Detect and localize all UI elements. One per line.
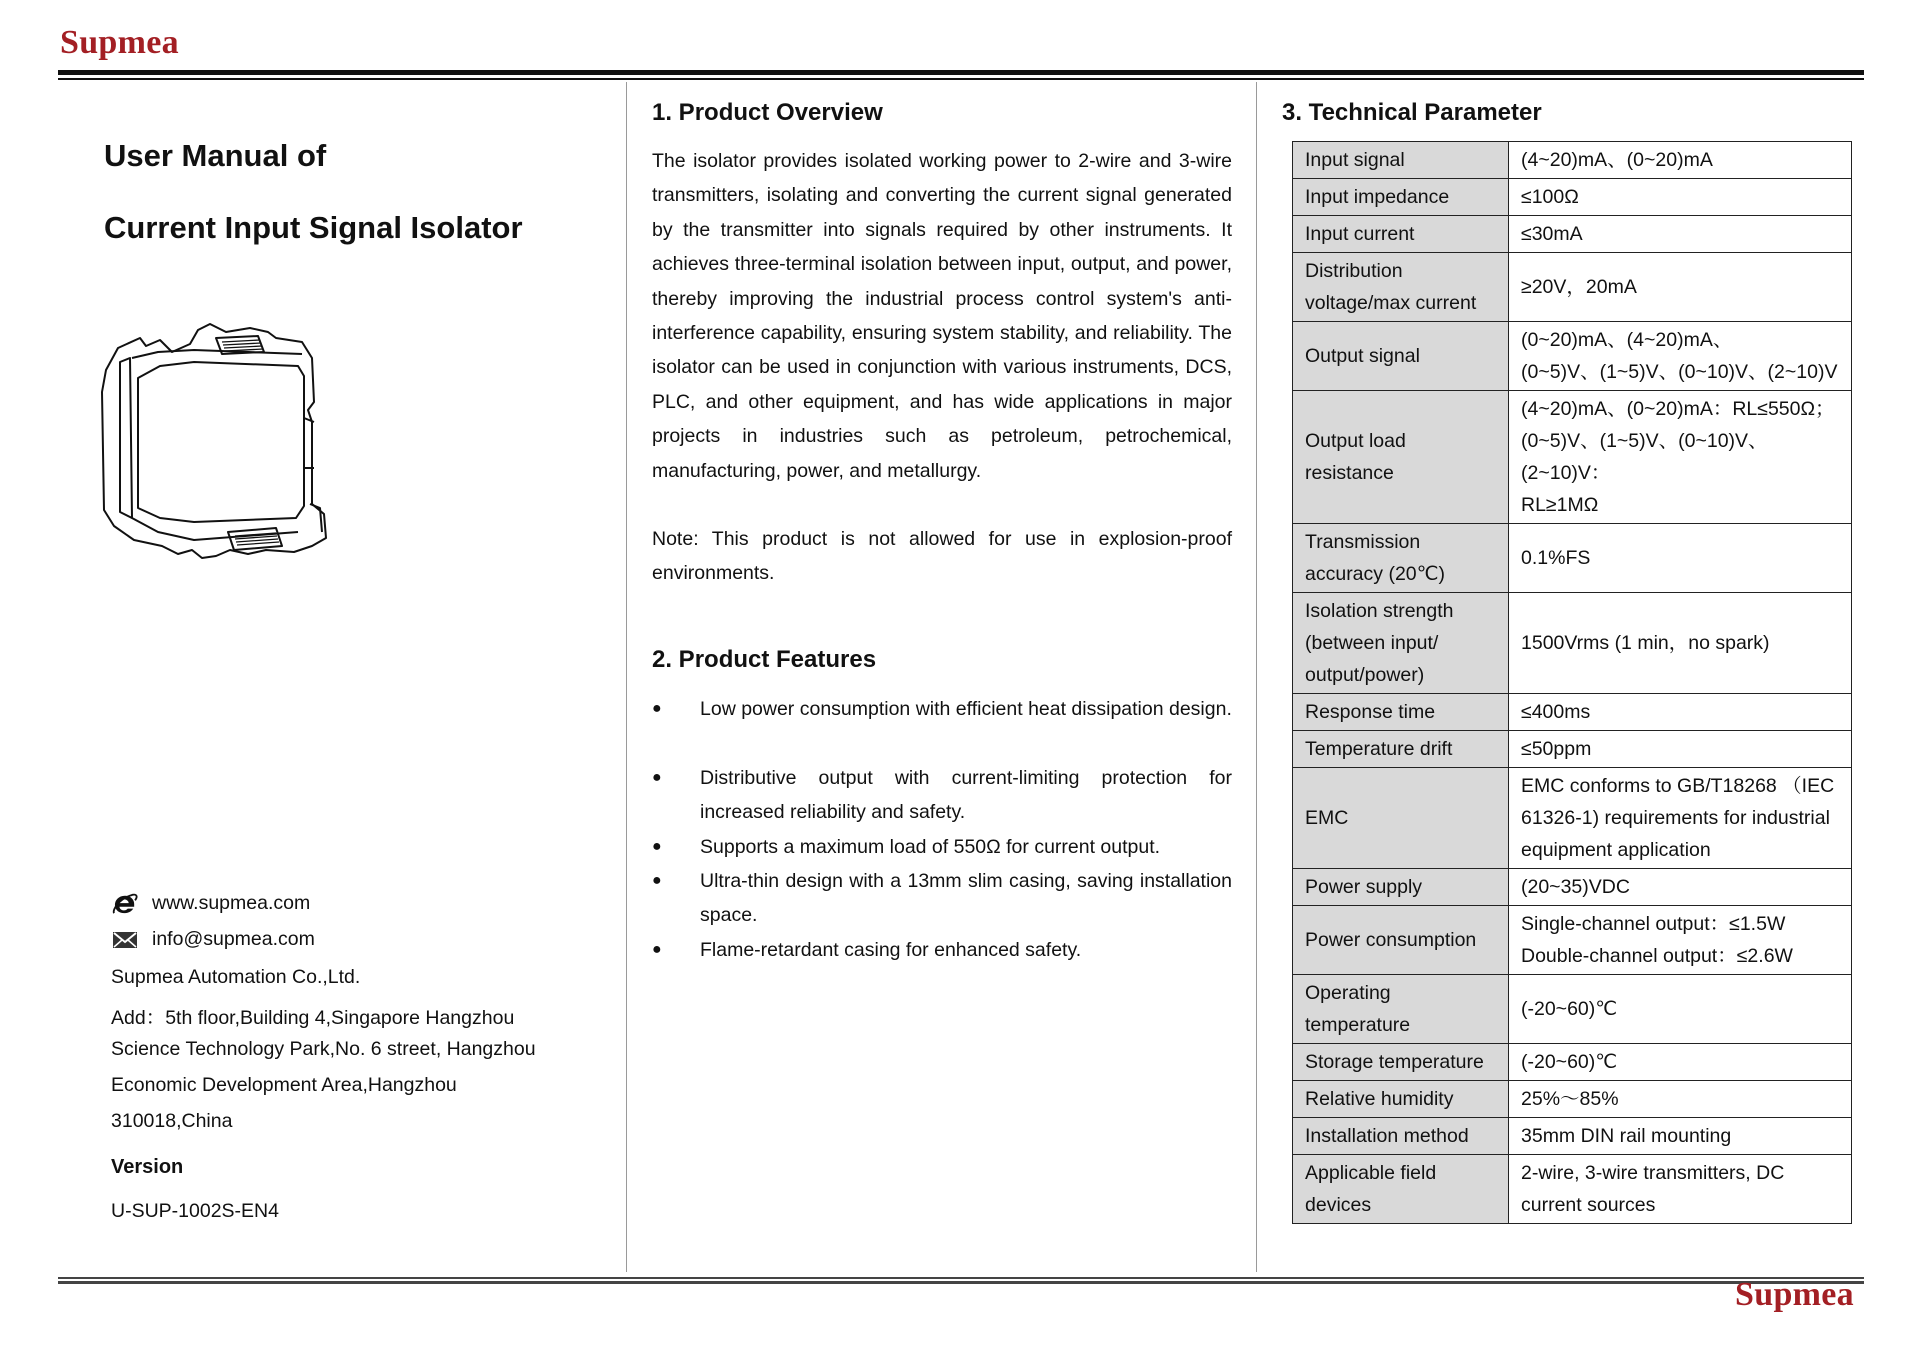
bullet-icon: ● [652, 769, 662, 786]
table-row [1293, 322, 1852, 391]
param-value: 2-wire, 3-wire transmitters, DC current sources [1509, 1155, 1852, 1224]
section-heading-features: 2. Product Features [652, 646, 877, 673]
param-value-line: Double-channel output：≤2.6W [1521, 945, 1793, 967]
table-row [1293, 906, 1852, 975]
param-key: Transmission accuracy (20℃) [1293, 524, 1509, 593]
table-row [1293, 142, 1852, 179]
param-value: ≤400ms [1509, 694, 1852, 731]
column-divider-right [1256, 82, 1257, 1272]
address-line-2: Science Technology Park,No. 6 street, Hangzhou [111, 1038, 536, 1060]
param-key: Installation method [1293, 1118, 1509, 1155]
overview-paragraph: The isolator provides isolated working power to 2-wire and 3-wire transmitters, isolating and converting the current signal generated by the transmitter into signals required by other instruments. It achieves three-terminal isolation between input, output, and power, thereby improving the industrial process control system's anti-interference capability, ensuring system stability, and reliability. The isolator can be used in conjunction with various instruments, DCS, PLC, and other equipment, and has wide applications in major projects in industries such as petroleum, petrochemical, manufacturing, power, and metallurgy. [652, 150, 1232, 482]
technical-parameter-table [1292, 141, 1852, 1224]
company-name: Supmea Automation Co.,Ltd. [111, 966, 361, 988]
param-value-line: (4~20)mA、(0~20)mA：RL≤550Ω； [1521, 398, 1835, 420]
param-value: (-20~60)℃ [1509, 1044, 1852, 1081]
param-value: (-20~60)℃ [1509, 975, 1852, 1044]
param-key: EMC [1293, 768, 1509, 869]
email-row [111, 928, 315, 951]
param-key: Distribution voltage/max current [1293, 253, 1509, 322]
feature-text: Distributive output with current-limiting protection for increased reliability and safety. [700, 767, 1232, 824]
param-value: ≤50ppm [1509, 731, 1852, 768]
param-value [1509, 322, 1852, 391]
website-link[interactable]: www.supmea.com [152, 892, 311, 914]
feature-text: Ultra-thin design with a 13mm slim casing, saving installation space. [700, 870, 1232, 927]
param-key: Input current [1293, 216, 1509, 253]
table-row [1293, 1155, 1852, 1224]
email-link[interactable]: info@supmea.com [152, 928, 315, 950]
param-value [1509, 391, 1852, 524]
param-value: 1500Vrms (1 min，no spark) [1509, 593, 1852, 694]
param-value: EMC conforms to GB/T18268 （IEC 61326-1) requirements for industrial equipment application [1509, 768, 1852, 869]
overview-note: Note: This product is not allowed for use in explosion-proof environments. [652, 528, 1232, 585]
table-row [1293, 1081, 1852, 1118]
isolator-device-illustration [98, 318, 346, 580]
table-row [1293, 391, 1852, 524]
param-key: Power consumption [1293, 906, 1509, 975]
param-key: Output signal [1293, 322, 1509, 391]
bullet-icon: ● [652, 700, 662, 717]
param-key: Isolation strength (between input/ output/power) [1293, 593, 1509, 694]
param-key: Applicable field devices [1293, 1155, 1509, 1224]
param-value-line: (0~5)V、(1~5)V、(0~10)V、(2~10)V： [1521, 430, 1768, 484]
ie-logo-icon [111, 893, 139, 915]
table-row [1293, 975, 1852, 1044]
param-value: ≥20V，20mA [1509, 253, 1852, 322]
feature-text: Flame-retardant casing for enhanced safety. [700, 939, 1082, 961]
table-row [1293, 593, 1852, 694]
address-line-3: Economic Development Area,Hangzhou [111, 1074, 457, 1096]
table-row [1293, 179, 1852, 216]
table-row [1293, 731, 1852, 768]
bullet-icon: ● [652, 838, 662, 855]
table-row [1293, 1044, 1852, 1081]
header-rule-thick [58, 70, 1864, 75]
section-heading-technical: 3. Technical Parameter [1282, 99, 1542, 126]
footer-rule-thin [58, 1277, 1864, 1279]
feature-text: Supports a maximum load of 550Ω for current output. [700, 836, 1161, 858]
table-row [1293, 869, 1852, 906]
feature-text: Low power consumption with efficient heat dissipation design. [700, 698, 1232, 720]
param-value: 35mm DIN rail mounting [1509, 1118, 1852, 1155]
param-value: ≤30mA [1509, 216, 1852, 253]
table-row [1293, 216, 1852, 253]
param-value-line: (0~20)mA、(4~20)mA、 [1521, 329, 1733, 351]
manual-title-line-2: Current Input Signal Isolator [104, 210, 523, 245]
param-value: (20~35)VDC [1509, 869, 1852, 906]
param-key: Relative humidity [1293, 1081, 1509, 1118]
param-key: Operating temperature [1293, 975, 1509, 1044]
param-key: Input signal [1293, 142, 1509, 179]
header-rule-thin [58, 78, 1864, 80]
param-key: Storage temperature [1293, 1044, 1509, 1081]
brand-logo-top: Supmea [60, 24, 179, 61]
param-value: 0.1%FS [1509, 524, 1852, 593]
table-row [1293, 768, 1852, 869]
version-label: Version [111, 1156, 184, 1178]
table-row [1293, 1118, 1852, 1155]
param-key: Output load resistance [1293, 391, 1509, 524]
table-row [1293, 694, 1852, 731]
param-key: Temperature drift [1293, 731, 1509, 768]
address-line-1: Add：5th floor,Building 4,Singapore Hangzhou [111, 1007, 515, 1029]
address-line-4: 310018,China [111, 1110, 233, 1132]
website-row [111, 892, 310, 915]
version-code: U-SUP-1002S-EN4 [111, 1200, 279, 1222]
table-row [1293, 253, 1852, 322]
param-key: Power supply [1293, 869, 1509, 906]
param-value: 25%～85% [1509, 1081, 1852, 1118]
param-value-line: RL≥1MΩ [1521, 494, 1599, 516]
param-key: Input impedance [1293, 179, 1509, 216]
bullet-icon: ● [652, 941, 662, 958]
param-value-line: Single-channel output：≤1.5W [1521, 913, 1786, 935]
manual-title-line-1: User Manual of [104, 138, 327, 173]
param-value: (4~20)mA、(0~20)mA [1509, 142, 1852, 179]
param-value-line: (0~5)V、(1~5)V、(0~10)V、(2~10)V [1521, 361, 1838, 383]
brand-logo-bottom: Supmea [1735, 1276, 1854, 1313]
param-value [1509, 906, 1852, 975]
table-row [1293, 524, 1852, 593]
footer-rule-thick [58, 1281, 1864, 1284]
bullet-icon: ● [652, 872, 662, 889]
param-key: Response time [1293, 694, 1509, 731]
param-value: ≤100Ω [1509, 179, 1852, 216]
section-heading-overview: 1. Product Overview [652, 99, 883, 126]
column-divider-left [626, 82, 627, 1272]
envelope-icon [111, 929, 139, 951]
